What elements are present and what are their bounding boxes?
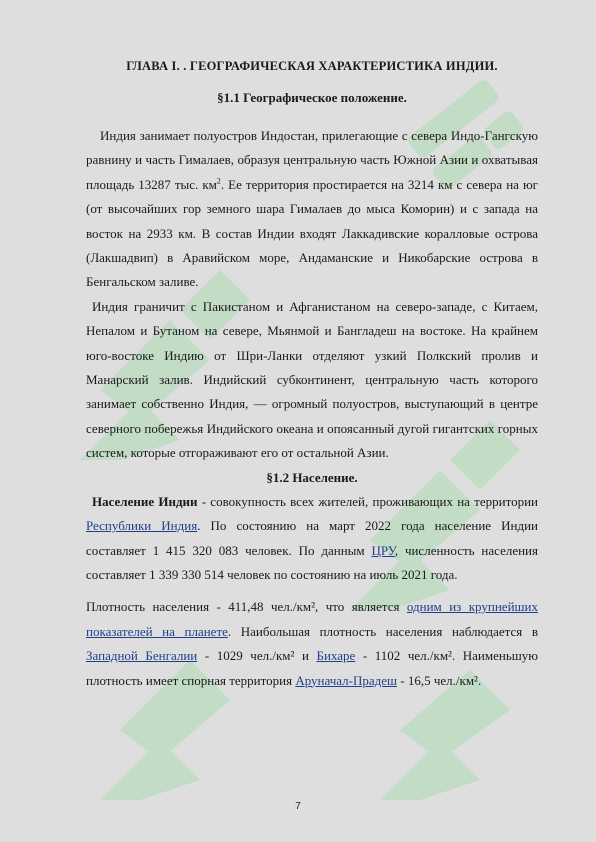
link-republic-india[interactable]: Республики Индия	[86, 518, 198, 534]
section-title-population: §1.2 Население.	[266, 469, 358, 485]
paragraph-text: - совокупность всех жителей, проживающих на территории	[197, 493, 538, 509]
paragraph-population-1	[86, 490, 538, 588]
paragraph-text: Плотность населения - 411,48 чел./км², что является	[86, 599, 407, 615]
section-title-geography: §1.1 Географическое положение.	[217, 90, 407, 105]
document-body	[86, 56, 538, 693]
page-number: 7	[295, 801, 301, 812]
paragraph-text: . По состоянию на март 2022 года население Индии составляет 1 415 320 083 человек. По данным	[86, 518, 538, 558]
paragraph-text: , численность населения составляет 1 339 330 514 человек по состоянию на июль 2021 года.	[86, 542, 538, 582]
link-bihar[interactable]: Бихаре	[316, 648, 356, 664]
paragraph-geography-2: Индия граничит с Пакистаном и Афганистаном на северо-западе, с Китаем, Непалом и Бутаном на севере, Мьянмой и Бангладеш на востоке. На крайнем юго-востоке Индию от Шри-Ланки отделяют узкий Полкский пролив и Манарский залив. Индийский субконтинент, центральную часть которого занимает собственно Индия, — огромный полуостров, выступающий в центре северного побережья Индийского океана и опоясанный дугой гигантских горных систем, которые отгораживают его от остальной Азии.	[86, 298, 538, 461]
paragraph-geography-1	[86, 124, 538, 295]
link-arunachal-pradesh[interactable]: Аруначал-Прадеш	[295, 672, 398, 688]
paragraph-text: - 1102 чел./км². Наименьшую плотность имеет спорная территория	[86, 648, 538, 688]
paragraph-text: Индия занимает полуостров Индостан, прилегающие с севера Индо-Гангскую равнину и часть Гималаев, образуя центральную часть Южной Азии и охватывая площадь 13287 тыс. км	[86, 128, 538, 192]
paragraph-text: - 1029 чел./км² и	[197, 648, 317, 664]
superscript: 2	[216, 176, 221, 186]
link-west-bengal[interactable]: Западной Бенгалии	[86, 648, 198, 664]
paragraph-text: . Ее территория простирается на 3214 км с севера на юг (от высочайших гор земного шара Гималаев до мыса Коморин) и с запада на восток на 2933 км. В состав Индии входят Лаккадивские коралловые острова (Лакшадвип) в Аравийском море, Андаманские и Никобарские острова в Бенгальском заливе.	[86, 176, 539, 290]
paragraph-population-2	[86, 595, 538, 693]
paragraph-text: . Наибольшая плотность населения наблюдается в	[227, 623, 538, 639]
link-largest-indicators[interactable]: одним из крупнейших показателей на планете	[86, 599, 538, 639]
chapter-title: ГЛАВА I. . ГЕОГРАФИЧЕСКАЯ ХАРАКТЕРИСТИКА ИНДИИ.	[126, 59, 498, 73]
bold-term: Население Индии	[92, 493, 198, 509]
paragraph-text: - 16,5 чел./км².	[397, 672, 482, 688]
link-cia[interactable]: ЦРУ	[371, 542, 395, 558]
